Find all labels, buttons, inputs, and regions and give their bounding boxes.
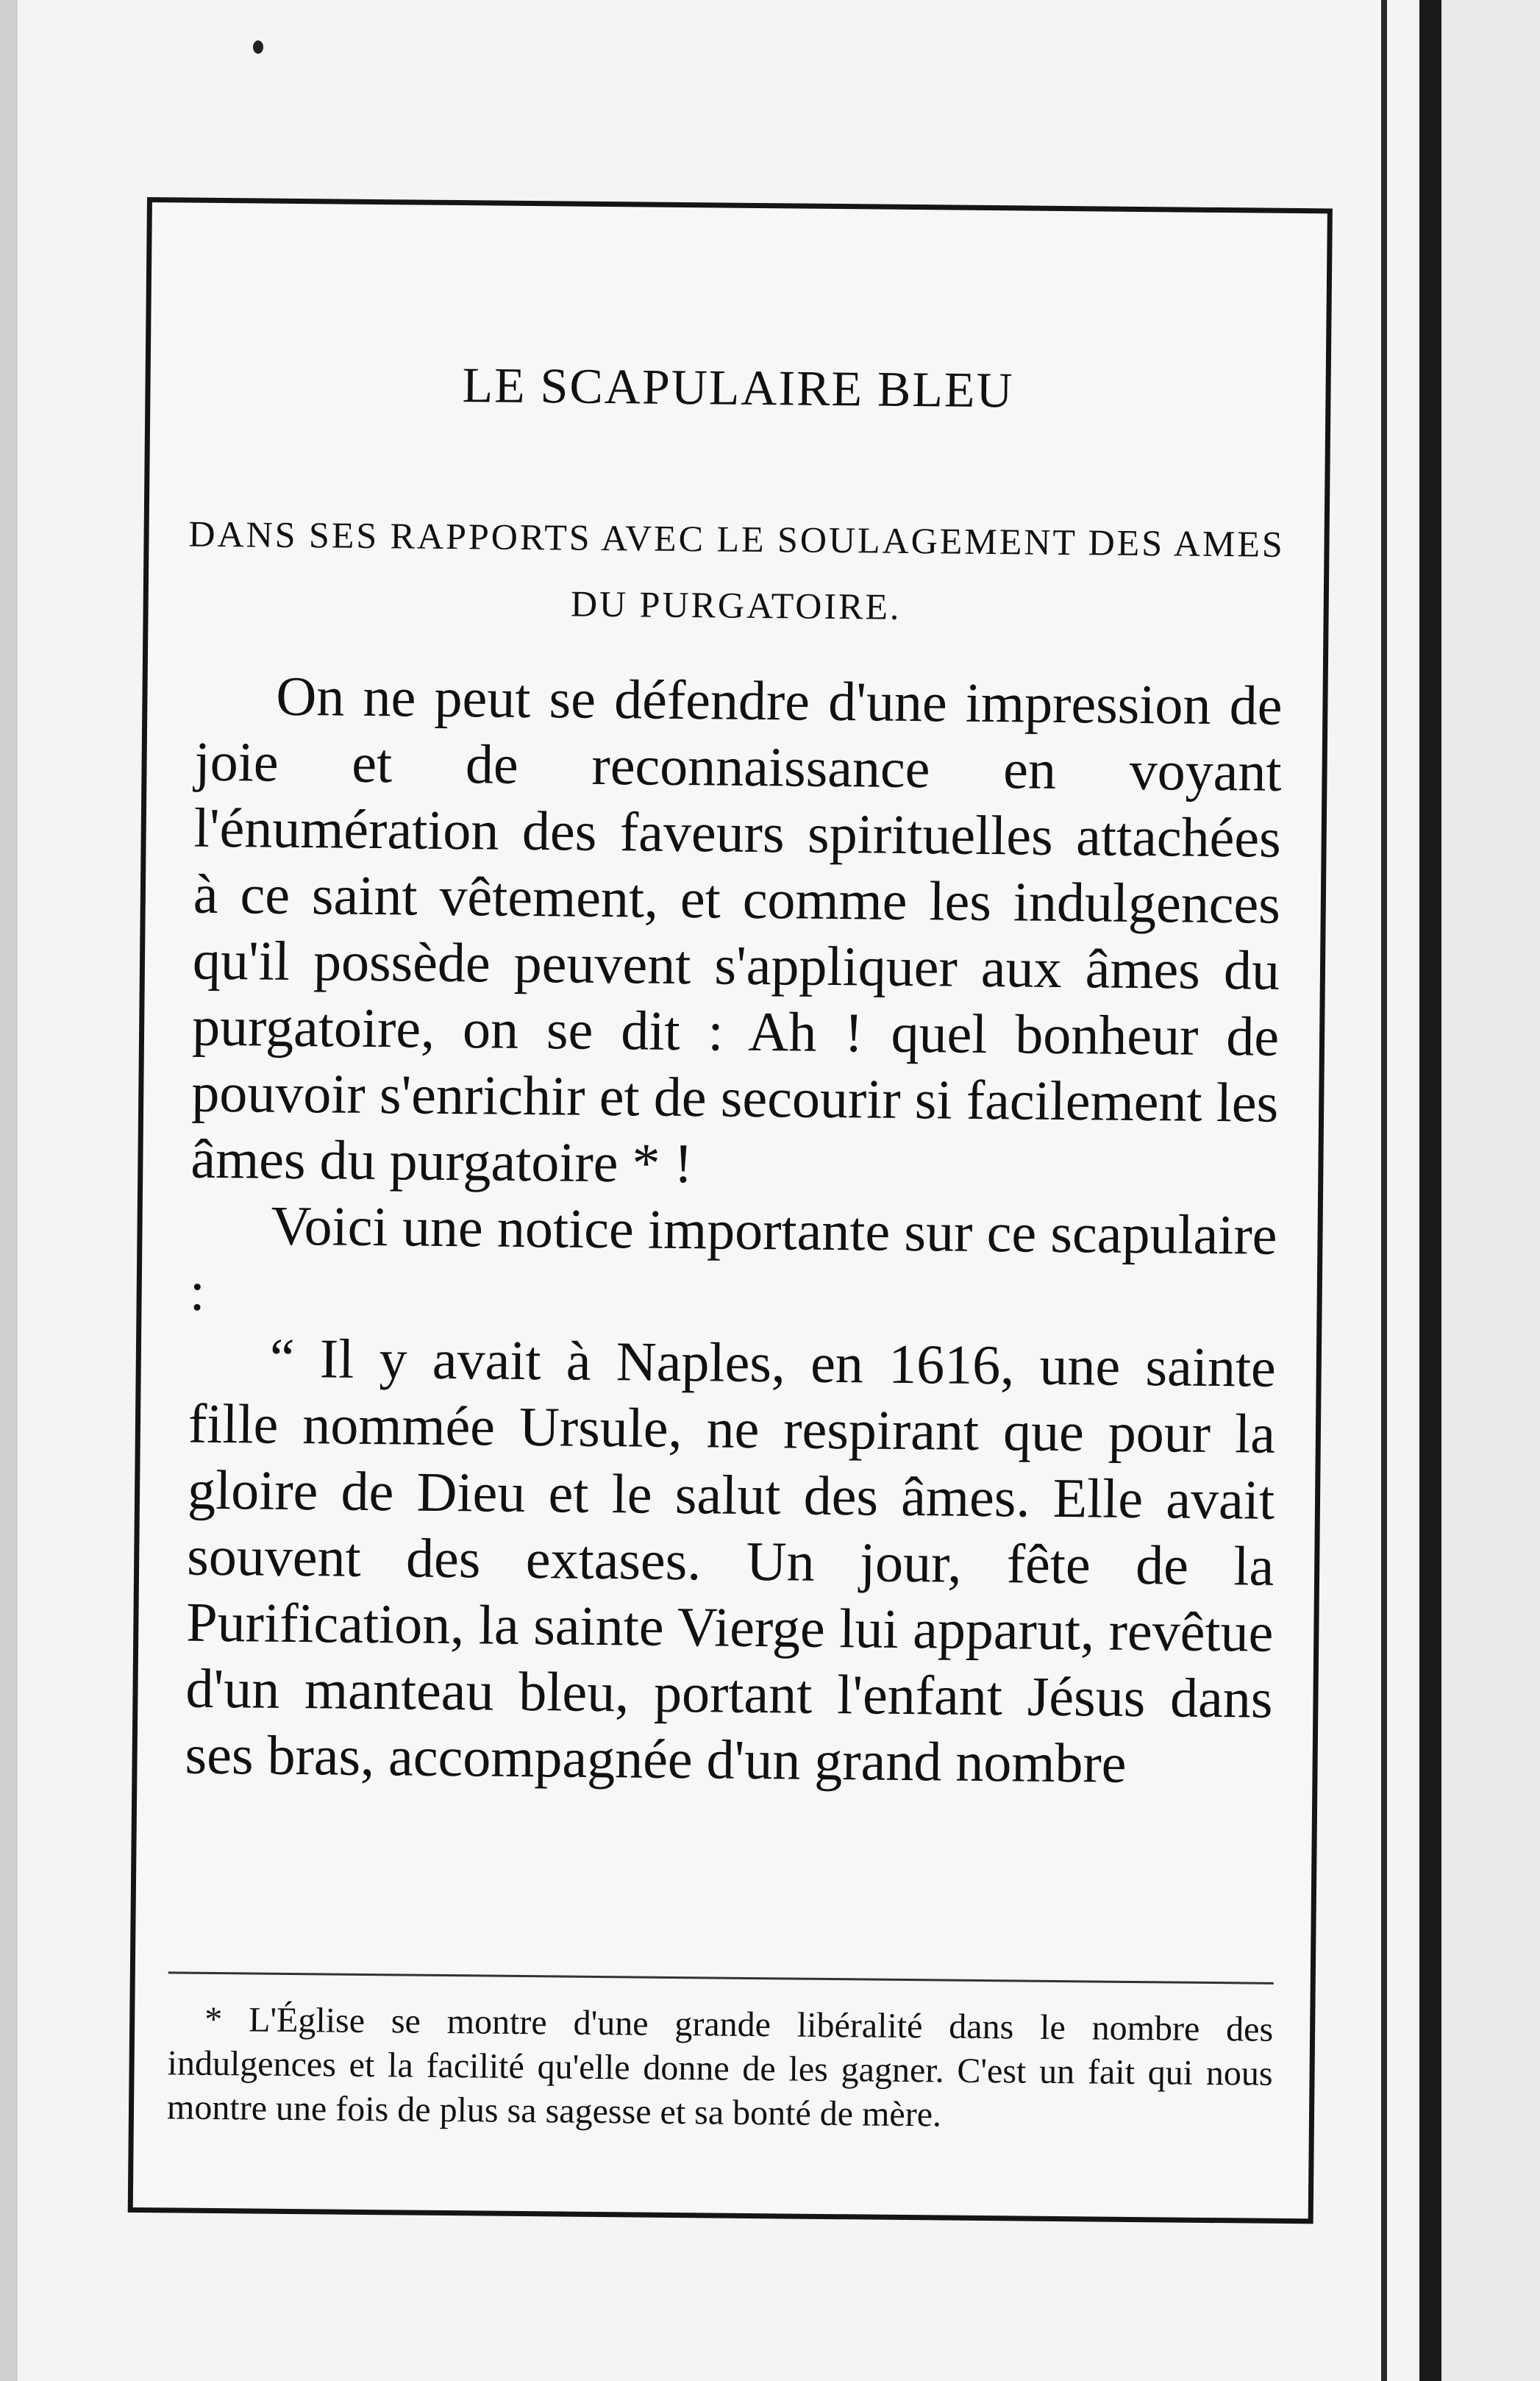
gutter-shadow	[1419, 0, 1441, 2381]
page-title: LE SCAPULAIRE BLEU	[462, 357, 1014, 419]
footnote-text: * L'Église se montre d'une grande libéralité dans le nombre des indulgences et la facilité qu'elle donne de les gagner. C'est un fait qui nous montre une fois de plus sa sagesse et sa bonté de mère.	[166, 1999, 1274, 2135]
footnote-divider	[168, 1971, 1274, 1984]
footnote	[167, 1997, 1274, 2140]
paragraph-2: Voici une notice importante sur ce scapulaire :	[189, 1195, 1277, 1323]
ink-speck	[253, 40, 263, 54]
left-page-edge	[0, 0, 20, 2381]
gutter-line	[1381, 0, 1387, 2381]
body-text	[185, 663, 1283, 1798]
page-subtitle: DANS SES RAPPORTS AVEC LE SOULAGEMENT DES AMES DU PURGATOIRE.	[188, 513, 1285, 627]
adjacent-page-edge	[1441, 0, 1540, 2381]
paragraph-3: “ Il y avait à Naples, en 1616, une sainte fille nommée Ursule, ne respirant que pour la gloire de Dieu et le salut des âmes. Elle avait souvent des extases. Un jour, fête de la Purification, la sainte Vierge lui apparut, revêtue d'un manteau bleu, portant l'enfant Jésus dans ses bras, accompagnée d'un grand nombre	[185, 1327, 1277, 1795]
paragraph-1: On ne peut se défendre d'une impression de joie et de reconnaissance en voyant l'énumération des faveurs spirituelles attachées à ce saint vêtement, et comme les indulgences qu'il possède peuvent s'appliquer aux âmes du purgatoire, on se dit : Ah ! quel bonheur de pouvoir s'enrichir et de secourir si facilement les âmes du purgatoire * !	[190, 665, 1283, 1195]
framed-text-card	[128, 197, 1333, 2224]
